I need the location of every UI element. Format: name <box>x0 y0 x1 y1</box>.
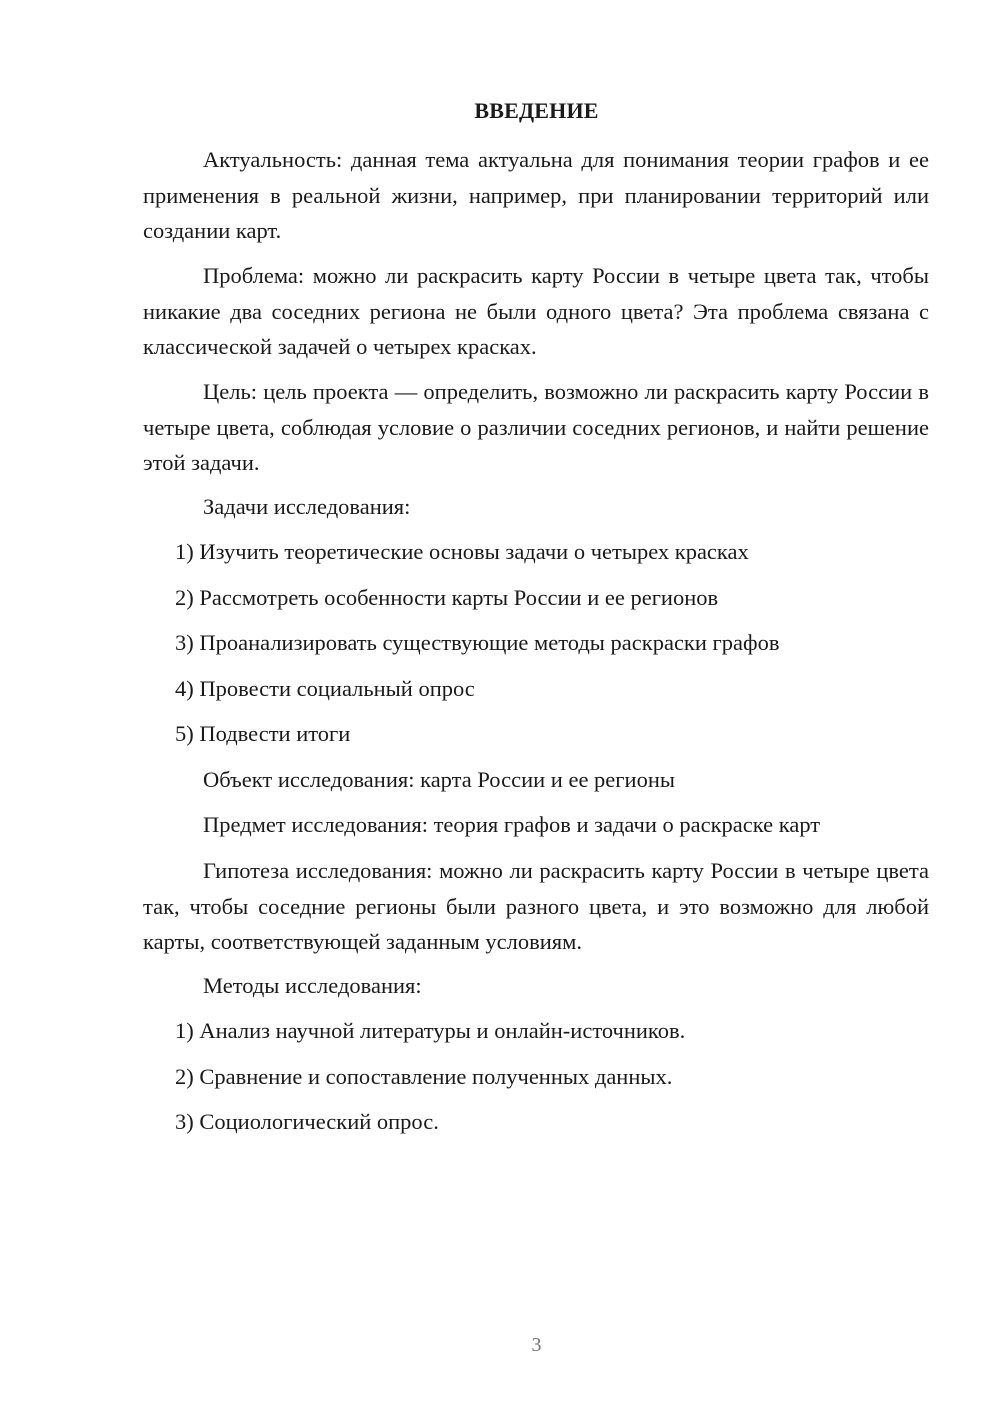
research-subject: Предмет исследования: теория графов и задачи о раскраске карт <box>203 812 821 837</box>
task-item-2: 2) Рассмотреть особенности карты России и ее регионов <box>175 585 719 610</box>
page-title: ВВЕДЕНИЕ <box>474 98 599 123</box>
relevance-paragraph: Актуальность: данная тема актуальна для понимания теории графов и ее применения в реальной жизни, например, при планировании территорий или создании карт. <box>143 147 929 243</box>
problem-paragraph: Проблема: можно ли раскрасить карту России в четыре цвета так, чтобы никакие два соседних региона не были одного цвета? Эта проблема связана с классической задачей о четырех красках. <box>143 263 929 359</box>
goal-paragraph: Цель: цель проекта — определить, возможно ли раскрасить карту России в четыре цвета, соблюдая условие о различии соседних регионов, и найти решение этой задачи. <box>143 379 929 475</box>
method-item-2: 2) Сравнение и сопоставление полученных данных. <box>175 1064 673 1089</box>
tasks-heading: Задачи исследования: <box>203 494 411 519</box>
task-item-3: 3) Проанализировать существующие методы раскраски графов <box>175 630 780 655</box>
methods-heading: Методы исследования: <box>203 973 422 998</box>
task-item-5: 5) Подвести итоги <box>175 721 351 746</box>
page-number: 3 <box>531 1334 542 1356</box>
method-item-3: 3) Социологический опрос. <box>175 1109 439 1134</box>
hypothesis-paragraph: Гипотеза исследования: можно ли раскрасить карту России в четыре цвета так, чтобы соседние регионы были разного цвета, и это возможно для любой карты, соответствующей заданным условиям. <box>143 858 929 954</box>
method-item-1: 1) Анализ научной литературы и онлайн-источников. <box>175 1018 686 1043</box>
research-object: Объект исследования: карта России и ее регионы <box>203 767 675 792</box>
task-item-4: 4) Провести социальный опрос <box>175 676 475 701</box>
task-item-1: 1) Изучить теоретические основы задачи о четырех красках <box>175 539 749 564</box>
